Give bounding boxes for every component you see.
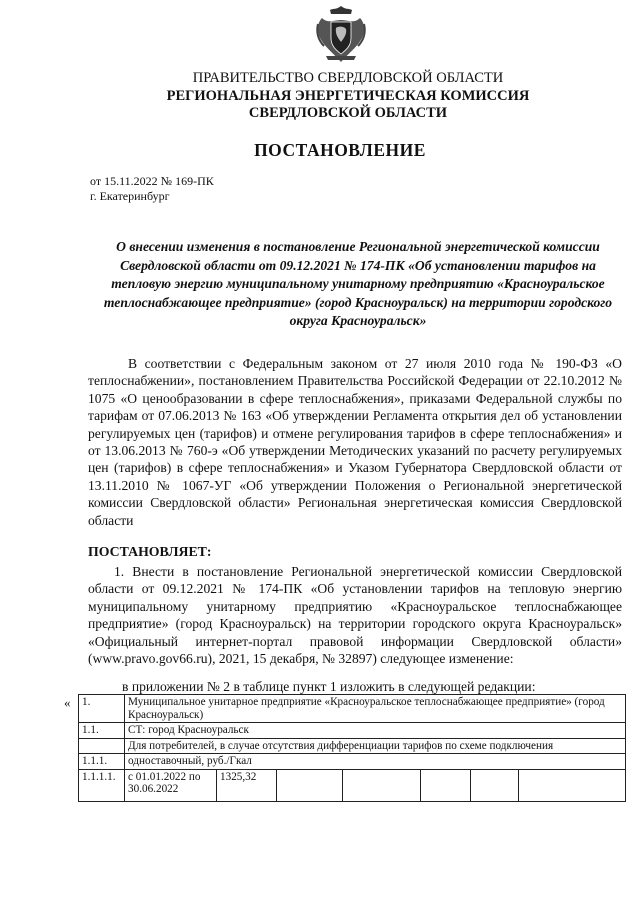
document-date-number: от 15.11.2022 № 169-ПК xyxy=(90,174,214,188)
item-1-paragraph: 1. Внести в постановление Региональной энергетической комиссии Свердловской области от 09.12.2021 № 174-ПК «Об установлении тарифов на тепловую энергию муниципальному унитарному предприятию «Красноуральское теплоснабжающее предприятие» (город Красноуральск) на территории городского округа Красноуральск» «Официальный интернет-портал правовой информации Свердловской области» (www.pravo.gov66.ru), 2021, 15 декабря, № 32897) следующее изменение: xyxy=(88,564,622,667)
commission-name-line2: СВЕРДЛОВСКОЙ ОБЛАСТИ xyxy=(248,105,448,121)
row-text: Для потребителей, в случае отсутствия дифференциации тарифов по схеме подключения xyxy=(125,738,626,754)
table-row xyxy=(79,695,626,723)
row-number: 1.1.1.1. xyxy=(79,769,125,801)
decree-word: ПОСТАНОВЛЯЕТ: xyxy=(88,544,212,559)
table-row xyxy=(79,738,626,754)
empty-cell xyxy=(519,769,626,801)
commission-name-line1: РЕГИОНАЛЬНАЯ ЭНЕРГЕТИЧЕСКАЯ КОМИССИЯ xyxy=(166,88,530,104)
row-text: СТ: город Красноуральск xyxy=(125,723,626,739)
empty-cell xyxy=(421,769,471,801)
empty-cell xyxy=(277,769,343,801)
row-text: Муниципальное унитарное предприятие «Красноуральское теплоснабжающее предприятие» (город Красноуральск) xyxy=(125,695,626,723)
table-row xyxy=(79,723,626,739)
row-number xyxy=(79,738,125,754)
document-heading: О внесении изменения в постановление Региональной энергетической комиссии Свердловской области от 09.12.2021 № 174-ПК «Об установлении тарифов на тепловую энергию муниципальному унитарному предприятию «Красноуральское теплоснабжающее предприятие» (город Красноуральск) на территории городского округа Красноуральск» xyxy=(103,239,613,328)
row-text: одноставочный, руб./Гкал xyxy=(125,754,626,770)
document-city: г. Екатеринбург xyxy=(90,189,170,203)
table-row xyxy=(79,754,626,770)
opening-quote-mark: « xyxy=(64,695,71,710)
tariff-table xyxy=(78,694,626,802)
empty-cell xyxy=(471,769,519,801)
row-number: 1.1.1. xyxy=(79,754,125,770)
preamble-paragraph: В соответствии с Федеральным законом от 27 июля 2010 года № 190-ФЗ «О теплоснабжении», постановлением Правительства Российской Федерации от 22.10.2012 № 1075 «О ценообразовании в сфере теплоснабжения», приказами Федеральной службы по тарифам от 07.06.2013 № 163 «Об утверждении Регламента открытия дел об установлении регулируемых цен (тарифов) и отмене регулирования тарифов в сфере теплоснабжения» и от 13.06.2013 № 760-э «Об утверждении Методических указаний по расчету регулируемых цен (тарифов) в сфере теплоснабжения» и Указом Губернатора Свердловской области от 13.11.2010 № 1067-УГ «Об утверждении Положения о Региональной энергетической комиссии Свердловской области» Региональная энергетическая комиссия Свердловской области xyxy=(88,356,622,528)
coat-of-arms-emblem xyxy=(314,4,368,66)
document-title: ПОСТАНОВЛЕНИЕ xyxy=(254,140,426,160)
tariff-value: 1325,32 xyxy=(217,769,277,801)
empty-cell xyxy=(343,769,421,801)
row-number: 1. xyxy=(79,695,125,723)
row-number: 1.1. xyxy=(79,723,125,739)
government-name: ПРАВИТЕЛЬСТВО СВЕРДЛОВСКОЙ ОБЛАСТИ xyxy=(192,70,504,86)
item-1-subparagraph: в приложении № 2 в таблице пункт 1 изложить в следующей редакции: xyxy=(122,679,536,694)
tariff-period: с 01.01.2022 по 30.06.2022 xyxy=(125,769,217,801)
table-row xyxy=(79,769,626,801)
